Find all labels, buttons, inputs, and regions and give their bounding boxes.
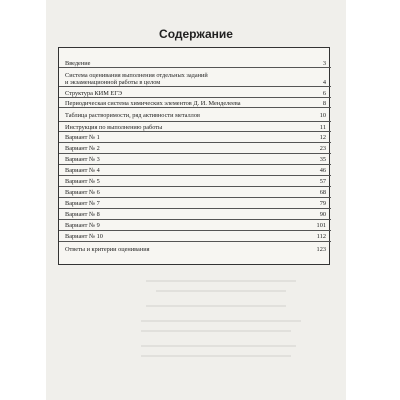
toc-page: 123	[316, 246, 326, 253]
toc-label: Вариант № 9	[65, 222, 100, 229]
toc-label: Система оценивания выполнения отдельных заданий	[65, 72, 208, 79]
toc-label: Вариант № 3	[65, 156, 100, 163]
toc-page: 6	[322, 90, 326, 97]
toc-label-line2: и экзаменационной работы в целом	[65, 79, 161, 86]
toc-row-kim-structure	[59, 87, 331, 98]
toc-row-instructions	[59, 122, 331, 132]
toc-row-variant-10	[59, 231, 331, 242]
table-of-contents	[58, 47, 330, 265]
toc-label: Вариант № 7	[65, 200, 100, 207]
toc-label: Введение	[65, 60, 91, 67]
toc-page: 90	[319, 211, 326, 218]
toc-label: Периодическая система химических элементов Д. И. Менделеева	[65, 100, 241, 107]
toc-label: Таблица растворимости, ряд активности металлов	[65, 112, 200, 119]
toc-row-variant-9	[59, 220, 331, 231]
toc-row-variant-4	[59, 165, 331, 176]
show-through-line	[141, 330, 291, 332]
toc-page: 3	[322, 60, 326, 67]
toc-row-periodic-table	[59, 98, 331, 108]
toc-label: Вариант № 8	[65, 211, 100, 218]
toc-page: 35	[319, 156, 326, 163]
toc-page: 46	[319, 167, 326, 174]
toc-row-variant-8	[59, 209, 331, 220]
toc-row-variant-7	[59, 198, 331, 209]
toc-label: Вариант № 1	[65, 134, 100, 141]
toc-row-variant-5	[59, 176, 331, 187]
toc-page: 4	[322, 79, 326, 86]
toc-row-variant-2	[59, 143, 331, 154]
toc-row-variant-1	[59, 132, 331, 143]
toc-row-grading-system	[59, 68, 331, 87]
page-title: Содержание	[159, 27, 233, 41]
toc-row-variant-3	[59, 154, 331, 165]
toc-page: 8	[322, 100, 326, 107]
toc-page: 23	[319, 145, 326, 152]
toc-page: 112	[316, 233, 326, 240]
toc-page: 68	[319, 189, 326, 196]
toc-label: Ответы и критерии оценивания	[65, 246, 150, 253]
show-through-line	[141, 355, 291, 357]
toc-page: 11	[319, 124, 326, 131]
show-through-line	[156, 290, 286, 292]
toc-row-solubility-table	[59, 108, 331, 122]
toc-page: 12	[319, 134, 326, 141]
toc-page: 79	[319, 200, 326, 207]
toc-row-variant-6	[59, 187, 331, 198]
book-page	[46, 0, 346, 400]
toc-page: 57	[319, 178, 326, 185]
toc-label: Инструкция по выполнению работы	[65, 124, 163, 131]
show-through-line	[141, 345, 296, 347]
toc-row-introduction	[59, 58, 331, 68]
toc-label: Структура КИМ ЕГЭ	[65, 90, 123, 97]
toc-page: 101	[316, 222, 326, 229]
show-through-line	[141, 320, 301, 322]
toc-row-answers	[59, 242, 331, 256]
toc-page: 10	[319, 112, 326, 119]
toc-label: Вариант № 2	[65, 145, 100, 152]
show-through-line	[146, 305, 286, 307]
toc-label: Вариант № 5	[65, 178, 100, 185]
show-through-line	[146, 280, 296, 282]
toc-label: Вариант № 4	[65, 167, 100, 174]
toc-label: Вариант № 10	[65, 233, 103, 240]
toc-label: Вариант № 6	[65, 189, 100, 196]
